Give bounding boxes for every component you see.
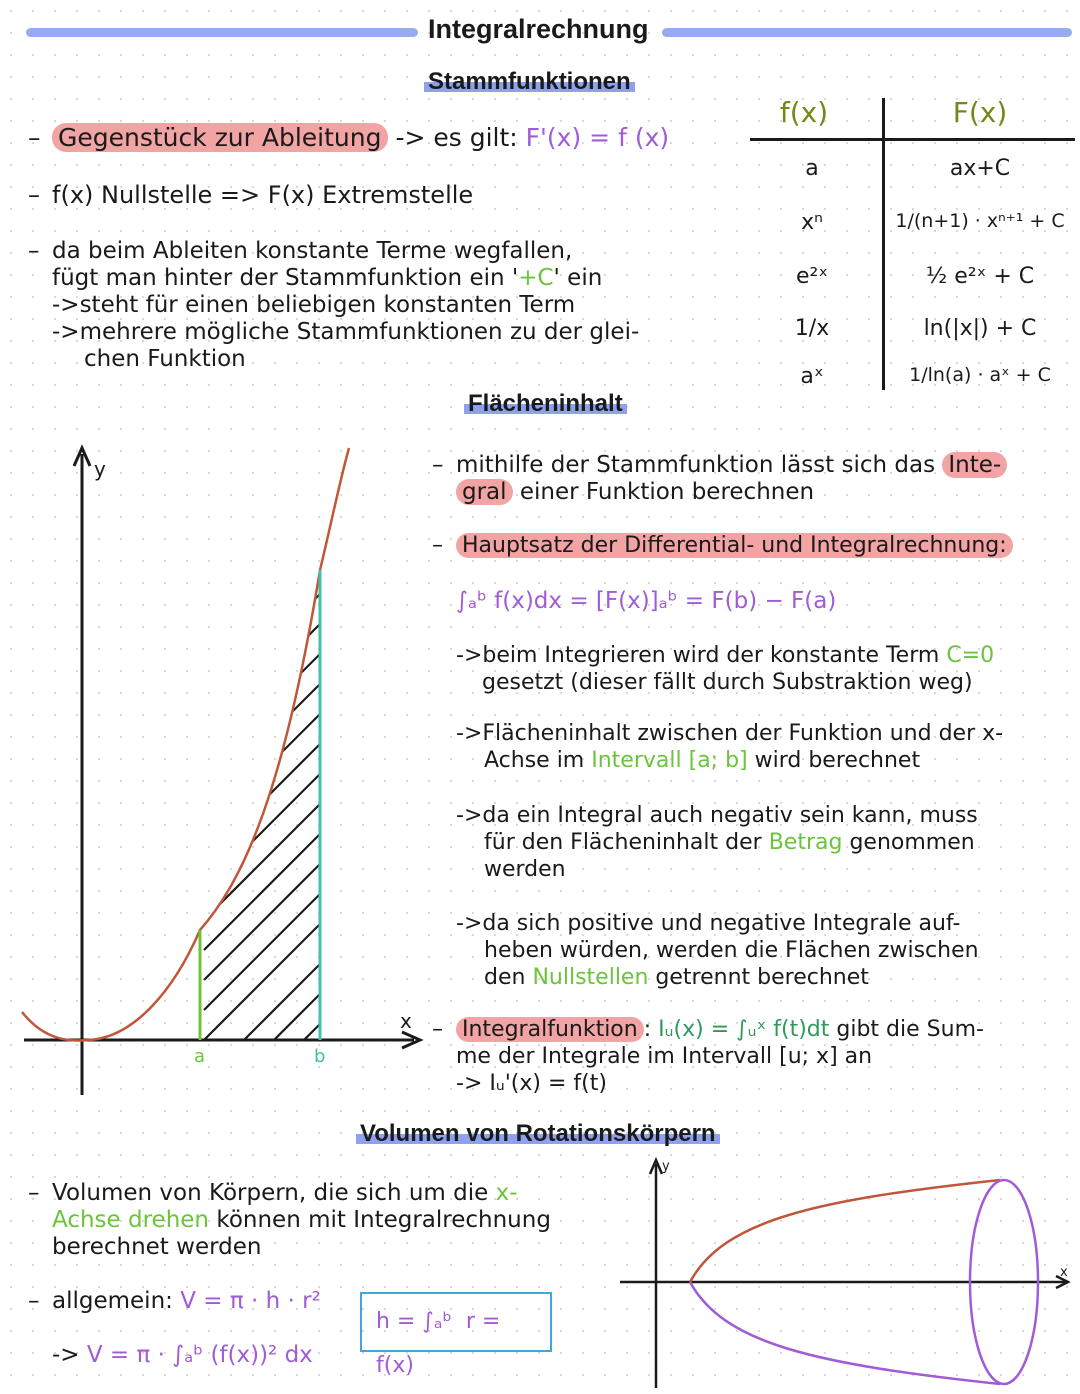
betrag-label: Betrag: [768, 830, 843, 855]
note3-line1: ->da ein Integral auch negativ sein kann, muss: [456, 803, 978, 828]
note3-line3: werden: [484, 857, 566, 882]
upper-curve: [690, 1180, 1000, 1282]
note2-line2a: Achse im: [484, 748, 585, 773]
integral-area-graph: [14, 440, 434, 1110]
graph1-a-label: a: [194, 1046, 206, 1067]
konstante-text-2a: fügt man hinter der Stammfunktion ein ': [52, 265, 519, 291]
title-left-bar: [26, 28, 418, 37]
table-col1-header: f(x): [779, 96, 829, 129]
table-col2-header: F(x): [952, 96, 1008, 129]
volumen-bullet-1: – Volumen von Körpern, die sich um die x- Achse drehen können mit Integralrechnung berechnet werden: [28, 1180, 551, 1260]
derivative-formula: F'(x) = f (x): [525, 123, 670, 152]
note-constant-term: [456, 642, 1076, 696]
section-heading-flaecheninhalt: [464, 390, 627, 418]
table-row-1-f: a: [805, 156, 819, 181]
note4-line3a: den: [484, 965, 526, 990]
nullstelle-text: f(x) Nullstelle => F(x) Extremstelle: [52, 181, 474, 209]
note3-line2a: für den Flächeninhalt der: [484, 830, 762, 855]
table-row-4-F: ln(|x|) + C: [923, 316, 1037, 341]
h-r-definition-box: [360, 1292, 552, 1378]
section-heading-stammfunktionen: [424, 68, 635, 96]
volumen-general-formula: V = π · h · r²: [180, 1288, 321, 1314]
volumen-arrow: ->: [52, 1342, 80, 1368]
volumen-label: Volumen von Rotationskörpern: [356, 1120, 720, 1147]
graph1-b-label: b: [314, 1046, 326, 1067]
volumen-text-3: berechnet werden: [52, 1234, 262, 1260]
volumen-text-2: können mit Integralrechnung: [216, 1207, 551, 1233]
hatched-area: [204, 580, 334, 1050]
allgemein-label: allgemein:: [52, 1288, 173, 1314]
stammfunktion-table: [750, 92, 1075, 392]
integralfunktion-text-1: gibt die Sum-: [836, 1017, 984, 1042]
note-betrag: [456, 802, 1076, 883]
table-row-3-F: ½ e²ˣ + C: [925, 264, 1035, 289]
table-divider-line: [882, 98, 885, 390]
intervall-label: Intervall [a; b]: [591, 748, 748, 773]
note1-line2: gesetzt (dieser fällt durch Substraktion weg): [482, 670, 973, 695]
konstante-text-1: da beim Ableiten konstante Terme wegfallen,: [52, 238, 573, 264]
x-achse-label-2: Achse drehen: [52, 1207, 210, 1233]
nullstellen-label: Nullstellen: [532, 965, 649, 990]
table-row-2-f: xⁿ: [801, 210, 823, 235]
table-row-5-f: aˣ: [800, 364, 824, 389]
konstante-text-2b: ' ein: [553, 265, 603, 291]
graph2-y-label: y: [662, 1159, 670, 1174]
note2-line2b: wird berechnet: [754, 748, 921, 773]
page-title: Integralrechnung: [428, 14, 649, 44]
konstante-text-3: ->steht für einen beliebigen konstanten Term: [52, 292, 576, 318]
note4-line2: heben würden, werden die Flächen zwischen: [484, 938, 979, 963]
graph2-x-label: x: [1060, 1265, 1068, 1280]
plus-c-label: +C: [518, 265, 554, 291]
integralfunktion-text-2: me der Integrale im Intervall [u; x] an: [456, 1044, 873, 1069]
volumen-text-1: Volumen von Körpern, die sich um die: [52, 1180, 489, 1206]
stamm-bullet-3: – da beim Ableiten konstante Terme wegfallen, fügt man hinter der Stammfunktion ein '+C' ein ->steht für einen beliebigen konstanten Term ->mehrere mögliche Stammfunktionen zu der glei- chen Funktion: [28, 238, 640, 372]
lower-curve: [690, 1282, 1000, 1384]
table-row-5-F: 1/ln(a) · aˣ + C: [909, 364, 1051, 386]
note1-line1: ->beim Integrieren wird der konstante Term: [456, 643, 940, 668]
section-heading-volumen: [356, 1120, 720, 1148]
stamm-bullet-1: – Gegenstück zur Ableitung -> es gilt: F'(x) = f (x): [28, 123, 670, 152]
integral-hl-1: Inte-: [942, 452, 1007, 478]
c-zero-label: C=0: [946, 643, 995, 668]
note3-line2b: genommen: [849, 830, 975, 855]
flaeche-bullet-1: – mithilfe der Stammfunktion lässt sich das Inte- gral einer Funktion berechnen: [432, 452, 1072, 506]
table-row-4-f: 1/x: [794, 316, 830, 341]
title-right-bar: [662, 28, 1072, 37]
volumen-formula-line: [52, 1342, 313, 1369]
note2-line1: ->Flächeninhalt zwischen der Funktion und der x-: [456, 721, 1004, 746]
stammfunktionen-label: Stammfunktionen: [424, 68, 635, 95]
hauptsatz-formula: ∫ₐᵇ f(x)dx = [F(x)]ₐᵇ = F(b) − F(a): [456, 588, 837, 614]
function-curve: [22, 448, 349, 1041]
note-nullstellen: [456, 910, 1076, 991]
konstante-text-4: ->mehrere mögliche Stammfunktionen zu der glei-: [52, 319, 640, 345]
note4-line3b: getrennt berechnet: [655, 965, 869, 990]
table-row-3-f: e²ˣ: [795, 264, 829, 289]
box-r: r = f(x): [376, 1309, 501, 1378]
box-h: h = ∫ₐᵇ: [376, 1309, 452, 1334]
table-row-2-F: 1/(n+1) · xⁿ⁺¹ + C: [895, 210, 1065, 232]
stamm-bullet-2: – f(x) Nullstelle => F(x) Extremstelle: [28, 181, 474, 209]
x-achse-label-1: x-: [495, 1180, 518, 1206]
table-header-line: [750, 138, 1075, 141]
integralfunktion-text-3: -> Iᵤ'(x) = f(t): [456, 1071, 607, 1096]
rotation-body-graph: [614, 1150, 1076, 1390]
note-area-interval: [456, 720, 1076, 774]
integralfunktion-bullet: – Integralfunktion : Iᵤ(x) = ∫ᵤˣ f(t)dt gibt die Sum- me der Integrale im Intervall [u; x] an -> Iᵤ'(x) = f(t): [432, 1017, 984, 1096]
gegenstueck-label: Gegenstück zur Ableitung: [52, 123, 388, 152]
mithilfe-text: mithilfe der Stammfunktion lässt sich das: [456, 452, 936, 478]
graph1-y-label: y: [94, 457, 106, 481]
integralfunktion-label: Integralfunktion: [456, 1017, 644, 1042]
es-gilt-text: -> es gilt:: [395, 123, 518, 152]
flaeche-bullet-2: – Hauptsatz der Differential- und Integralrechnung:: [432, 532, 1076, 559]
volumen-integral-formula: V = π · ∫ₐᵇ (f(x))² dx: [86, 1342, 313, 1368]
hauptsatz-label: Hauptsatz der Differential- und Integralrechnung:: [456, 533, 1013, 558]
table-row-1-F: ax+C: [949, 156, 1011, 181]
integral-hl-2: gral: [456, 479, 513, 505]
integralfunktion-formula: Iᵤ(x) = ∫ᵤˣ f(t)dt: [658, 1017, 830, 1042]
note4-line1: ->da sich positive und negative Integrale auf-: [456, 911, 961, 936]
flaecheninhalt-label: Flächeninhalt: [464, 390, 627, 417]
funktion-berechnen-text: einer Funktion berechnen: [519, 479, 815, 505]
volumen-bullet-2: – allgemein: V = π · h · r²: [28, 1288, 321, 1314]
graph1-x-label: x: [400, 1009, 412, 1033]
konstante-text-5: chen Funktion: [84, 346, 246, 372]
